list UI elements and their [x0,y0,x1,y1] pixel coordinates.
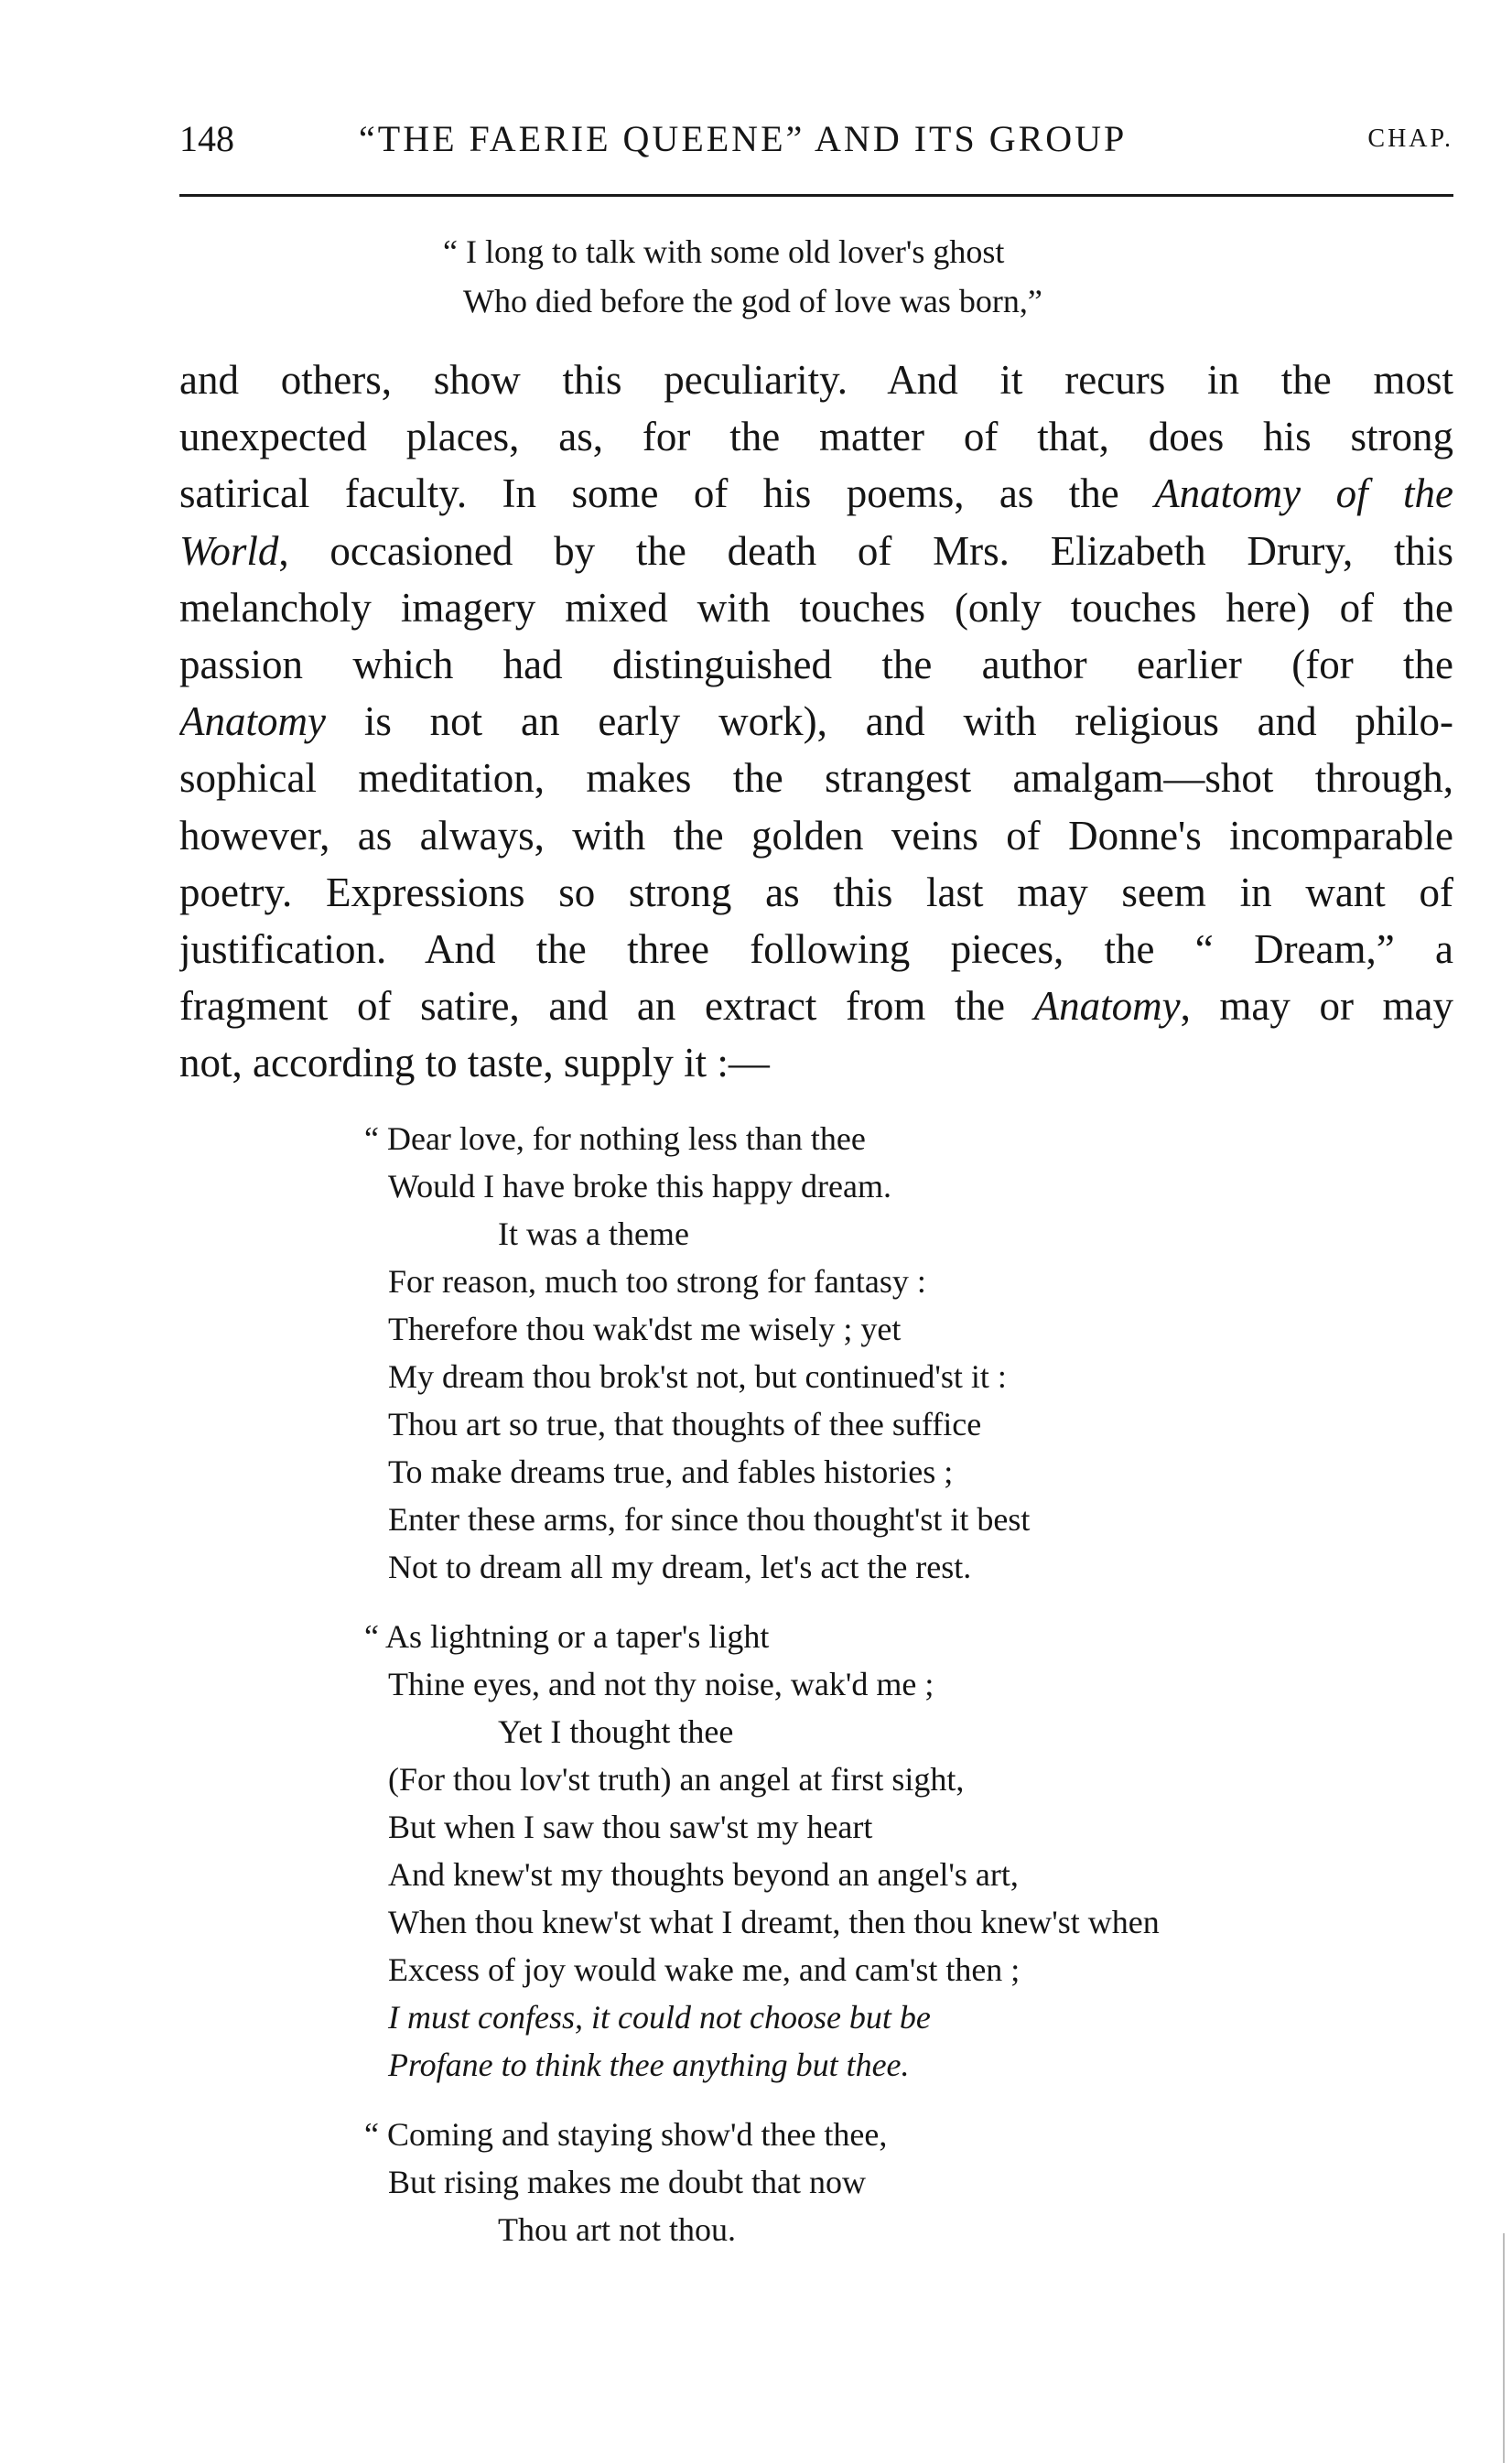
page-number: 148 [179,118,234,159]
opening-quote-line: “ I long to talk with some old lover's ghost [443,233,1005,270]
verse-line: “ As lightning or a taper's light [364,1618,770,1655]
verse-line: Yet I thought thee [498,1713,734,1750]
body-line-text: is not an early work), and with religious and philo- [325,698,1453,745]
running-header [179,117,1453,168]
header-rule [179,194,1453,197]
running-title: “THE FAERIE QUEENE” AND ITS GROUP [359,118,1128,159]
verse-line: For reason, much too strong for fantasy : [388,1263,926,1300]
italic-title: World [179,527,279,574]
verse-line: Excess of joy would wake me, and cam'st then ; [388,1951,1021,1988]
verse-line: Would I have broke this happy dream. [388,1168,891,1204]
verse-line: To make dreams true, and fables histories ; [388,1453,954,1490]
verse-line: Thine eyes, and not thy noise, wak'd me ; [388,1666,934,1702]
body-line-text: fragment of satire, and an extract from the [179,983,1034,1030]
verse-line: “ Dear love, for nothing less than thee [364,1120,866,1157]
scan-edge-line [1503,2233,1505,2463]
verse-line: “ Coming and staying show'd thee thee, [364,2116,888,2153]
verse-line: But rising makes me doubt that now [388,2164,866,2200]
body-line: poetry. Expressions so strong as this last may seem in want of [179,869,1453,915]
verse-line: Thou art not thou. [498,2211,736,2248]
verse-line: It was a theme [498,1215,689,1252]
stanza-2 [364,1613,1160,2089]
italic-title: Anatomy [179,698,326,745]
body-line: melancholy imagery mixed with touches (only touches here) of the [179,584,1453,631]
italic-title: Anatomy of the [1154,470,1453,517]
body-line [179,465,1453,522]
verse-line: But when I saw thou saw'st my heart [388,1809,873,1845]
italic-title: Anatomy [1033,983,1181,1030]
body-line: passion which had distinguished the author earlier (for the [179,641,1453,687]
body-line: sophical meditation, makes the strangest amalgam—shot through, [179,755,1453,802]
body-line-text: , may or may [1180,983,1453,1030]
opening-quote-line: Who died before the god of love was born,” [463,283,1042,319]
chapter-label: CHAP. [1367,124,1453,153]
body-line-text: satirical faculty. In some of his poems, as the [179,470,1155,517]
stanza-3 [364,2111,1160,2253]
verse-line: Therefore thou wak'dst me wisely ; yet [388,1311,902,1347]
verse-line: When thou knew'st what I dreamt, then thou knew'st when [388,1904,1160,1940]
body-line-text: , occasioned by the death of Mrs. Elizabeth Drury, this [278,527,1453,574]
body-line [179,978,1453,1034]
body-line: unexpected places, as, for the matter of that, does his strong [179,414,1453,460]
verse-line: (For thou lov'st truth) an angel at first sight, [388,1761,965,1798]
body-line: however, as always, with the golden veins of Donne's incomparable [179,812,1453,859]
body-line: justification. And the three following pieces, the “ Dream,” a [179,925,1453,972]
body-line [179,523,1453,579]
body-line [179,693,1453,750]
opening-quote [443,227,1042,326]
verse-line: Profane to think thee anything but thee. [388,2047,910,2083]
verse-line: I must confess, it could not choose but be [388,1999,931,2036]
verse-line: Thou art so true, that thoughts of thee suffice [388,1406,982,1442]
body-paragraph [179,351,1453,1091]
verse-line: Enter these arms, for since thou thought'st it best [388,1501,1031,1538]
verse-line: My dream thou brok'st not, but continued'st it : [388,1358,1007,1395]
verse-block [364,1115,1160,2275]
body-line: not, according to taste, supply it :— [179,1040,770,1086]
verse-line: And knew'st my thoughts beyond an angel's art, [388,1856,1019,1893]
body-line: and others, show this peculiarity. And it recurs in the most [179,357,1453,403]
verse-line: Not to dream all my dream, let's act the rest. [388,1549,972,1585]
stanza-1 [364,1115,1160,1591]
